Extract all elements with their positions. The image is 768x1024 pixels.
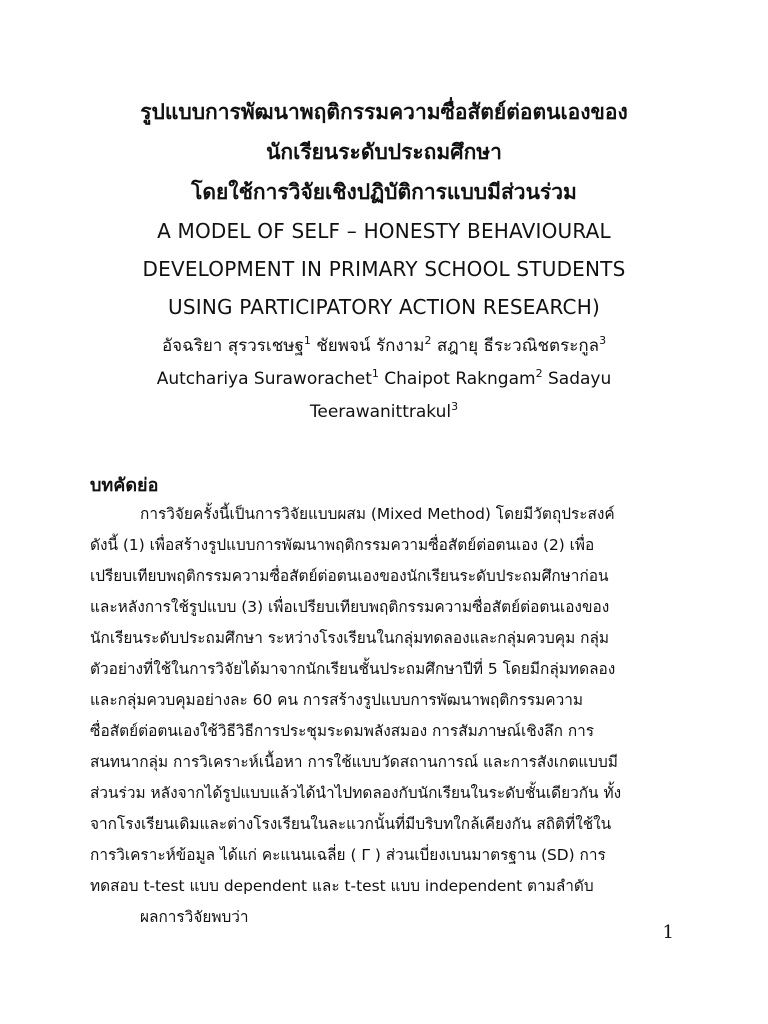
abstract-line: เปรียบเทียบพฤติกรรมความซื่อสัตย์ต่อตนเองของนักเรียนระดับประถมศึกษาก่อน (90, 567, 609, 585)
paper-title (60, 92, 708, 326)
abstract-line: ซื่อสัตย์ต่อตนเองใช้วิธีวิธีการประชุมระดมพลังสมอง การสัมภาษณ์เชิงลึก การ (90, 722, 595, 740)
title-thai-line-1: รูปแบบการพัฒนาพฤติกรรมความซื่อสัตย์ต่อตนเองของ (140, 100, 628, 124)
abstract-line: ผลการวิจัยพบว่า (140, 908, 249, 926)
author-name: Autchariya Suraworachet (156, 369, 372, 389)
author-affiliation-mark: 2 (424, 334, 432, 347)
title-english-line-2: DEVELOPMENT IN PRIMARY SCHOOL STUDENTS (142, 257, 626, 281)
author-name: อัจฉริยา สุรวรเชษฐ (161, 336, 304, 356)
abstract-line: และกลุ่มควบคุมอย่างละ 60 คน การสร้างรูปแบบการพัฒนาพฤติกรรมความ (90, 691, 584, 709)
author-name: ชัยพจน์ รักงาม (316, 336, 425, 356)
title-thai-line-2: นักเรียนระดับประถมศึกษา (266, 140, 502, 164)
title-english-line-3: USING PARTICIPATORY ACTION RESEARCH) (168, 295, 600, 319)
title-thai-line-3: โดยใช้การวิจัยเชิงปฏิบัติการแบบมีส่วนร่วม (191, 180, 577, 204)
author-affiliation-mark: 2 (535, 367, 543, 380)
abstract-heading: บทคัดย่อ (90, 475, 159, 496)
author-name: สฎายุ ธีระวณิชตระกูล (436, 336, 600, 356)
author-name: Chaipot Rakngam (384, 369, 536, 389)
title-english-line-1: A MODEL OF SELF – HONESTY BEHAVIOURAL (157, 219, 611, 243)
abstract-line: ดังนี้ (1) เพื่อสร้างรูปแบบการพัฒนาพฤติกรรมความซื่อสัตย์ต่อตนเอง (2) เพื่อ (90, 536, 595, 554)
abstract-body (90, 499, 668, 933)
author-affiliation-mark: 1 (303, 334, 311, 347)
abstract-line: ส่วนร่วม หลังจากได้รูปแบบแล้วได้นำไปทดลองกับนักเรียนในระดับชั้นเดียวกัน ทั้ง (90, 784, 622, 802)
authors (60, 330, 708, 429)
abstract-line: ตัวอย่างที่ใช้ในการวิจัยได้มาจากนักเรียนชั้นประถมศึกษาปีที่ 5 โดยมีกลุ่มทดลอง (90, 660, 616, 678)
abstract-line: การวิเคราะห์ข้อมูล ได้แก่ คะแนนเฉลี่ย ( Γ ) ส่วนเบี่ยงเบนมาตรฐาน (SD) การ (90, 846, 606, 864)
authors-english-line-2 (60, 396, 708, 429)
author-name: Sadayu (547, 369, 612, 389)
author-affiliation-mark: 3 (599, 334, 607, 347)
abstract-line: นักเรียนระดับประถมศึกษา ระหว่างโรงเรียนในกลุ่มทดลองและกลุ่มควบคุม กลุ่ม (90, 629, 610, 647)
authors-thai (60, 330, 708, 363)
abstract-line: สนทนากลุ่ม การวิเคราะห์เนื้อหา การใช้แบบวัดสถานการณ์ และการสังเกตแบบมี (90, 753, 618, 771)
abstract-line: การวิจัยครั้งนี้เป็นการวิจัยแบบผสม (Mixed Method) โดยมีวัตถุประสงค์ (140, 505, 615, 523)
author-affiliation-mark: 3 (451, 400, 459, 413)
abstract-line: จากโรงเรียนเดิมและต่างโรงเรียนในละแวกนั้นที่มีบริบทใกล้เคียงกัน สถิติที่ใช้ใน (90, 815, 612, 833)
author-name: Teerawanittrakul (309, 402, 452, 422)
abstract-line: ทดสอบ t-test แบบ dependent และ t-test แบบ independent ตามลำดับ (90, 877, 594, 895)
page-number: 1 (662, 922, 674, 943)
authors-english-line-1 (60, 363, 708, 396)
author-affiliation-mark: 1 (371, 367, 379, 380)
abstract-line: และหลังการใช้รูปแบบ (3) เพื่อเปรียบเทียบพฤติกรรมความซื่อสัตย์ต่อตนเองของ (90, 598, 610, 616)
